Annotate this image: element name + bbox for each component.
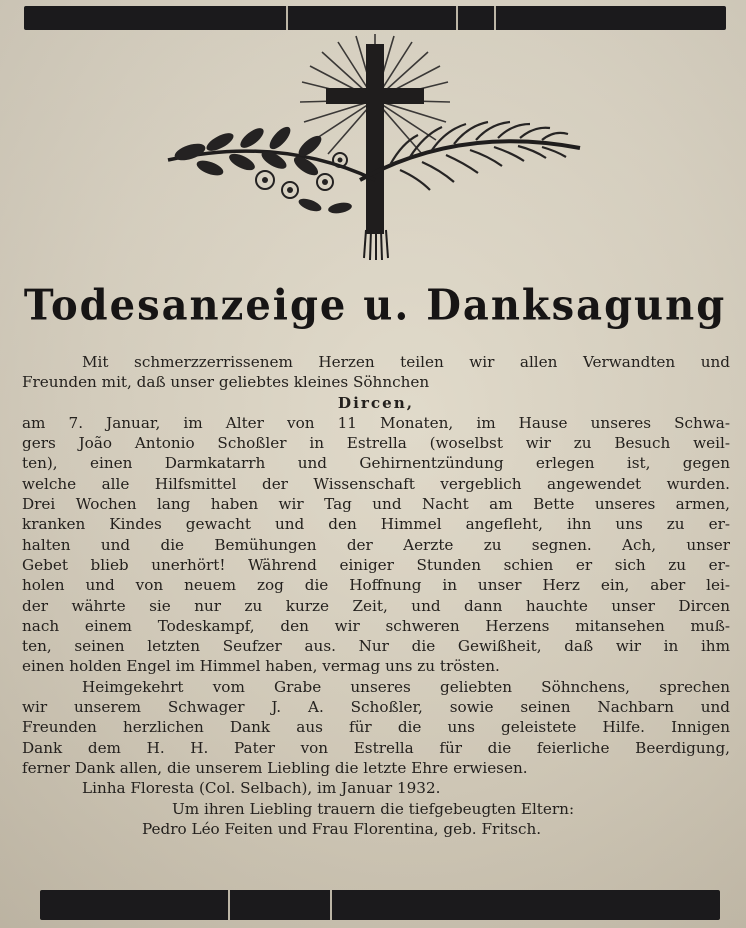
top-border-rule: [24, 6, 726, 30]
text-line: Mit schmerzzerrissenem Herzen teilen wir allen Verwandten und: [82, 353, 730, 371]
text-line: welche alle Hilfsmittel der Wissenschaft vergeblich angewendet wurden.: [22, 474, 730, 493]
rule-seam: [228, 890, 230, 920]
text-line: ferner Dank allen, die unserem Liebling die letzte Ehre erwiesen.: [22, 758, 528, 777]
text-line: einen holden Engel im Himmel haben, vermag uns zu trösten.: [22, 657, 500, 676]
text-line: gers João Antonio Schoßler in Estrella (woselbst wir zu Besuch weil-: [22, 434, 730, 453]
text-line: Heimgekehrt vom Grabe unseres geliebten Söhnchens, sprechen: [82, 677, 730, 696]
text-line: Dank dem H. H. Pater von Estrella für die feierliche Beerdigung,: [22, 738, 730, 757]
text-line: nach einem Todeskampf, den wir schweren Herzens mitansehen muß-: [22, 616, 730, 635]
mourners-line: Um ihren Liebling trauern die tiefgebeugten Eltern:: [172, 799, 575, 818]
text-line: ten, seinen letzten Seufzer aus. Nur die Gewißheit, daß wir in ihm: [22, 637, 730, 656]
text-line: Drei Wochen lang haben wir Tag und Nacht am Bette unseres armen,: [22, 495, 730, 514]
rule-seam: [330, 890, 332, 920]
text-line: kranken Kindes gewacht und den Himmel angefleht, ihn uns zu er-: [22, 515, 730, 534]
text-line: der währte sie nur zu kurze Zeit, und dann hauchte unser Dircen: [22, 596, 730, 615]
text-line: Gebet blieb unerhört! Während einiger Stunden schien er sich zu er-: [22, 555, 730, 574]
text-line: halten und die Bemühungen der Aerzte zu segnen. Ach, unser: [22, 535, 730, 554]
cross-with-rays-and-palm-branch-icon: [160, 30, 590, 265]
child-name: Dircen,: [337, 393, 415, 412]
notice-body: [22, 352, 730, 839]
text-line: Freunden mit, daß unser geliebtes kleines Söhnchen: [22, 373, 430, 392]
text-line: wir unserem Schwager J. A. Schoßler, sowie seinen Nachbarn und: [22, 698, 730, 717]
signature: Pedro Léo Feiten und Frau Florentina, geb. Fritsch.: [142, 819, 542, 838]
notice-title: Todesanzeige u. Danksagung: [23, 280, 727, 331]
place-date: Linha Floresta (Col. Selbach), im Januar 1932.: [82, 779, 441, 798]
text-line: Freunden herzlichen Dank aus für die uns geleistete Hilfe. Innigen: [22, 718, 730, 737]
text-line: holen und von neuem zog die Hoffnung in unser Herz ein, aber lei-: [22, 576, 730, 595]
text-line: ten), einen Darmkatarrh und Gehirnentzündung erlegen ist, gegen: [22, 454, 730, 473]
bottom-border-rule: [40, 890, 720, 920]
rule-seam: [494, 6, 496, 30]
rule-seam: [456, 6, 458, 30]
rule-seam: [286, 6, 288, 30]
text-line: am 7. Januar, im Alter von 11 Monaten, im Hause unseres Schwa-: [22, 413, 730, 432]
